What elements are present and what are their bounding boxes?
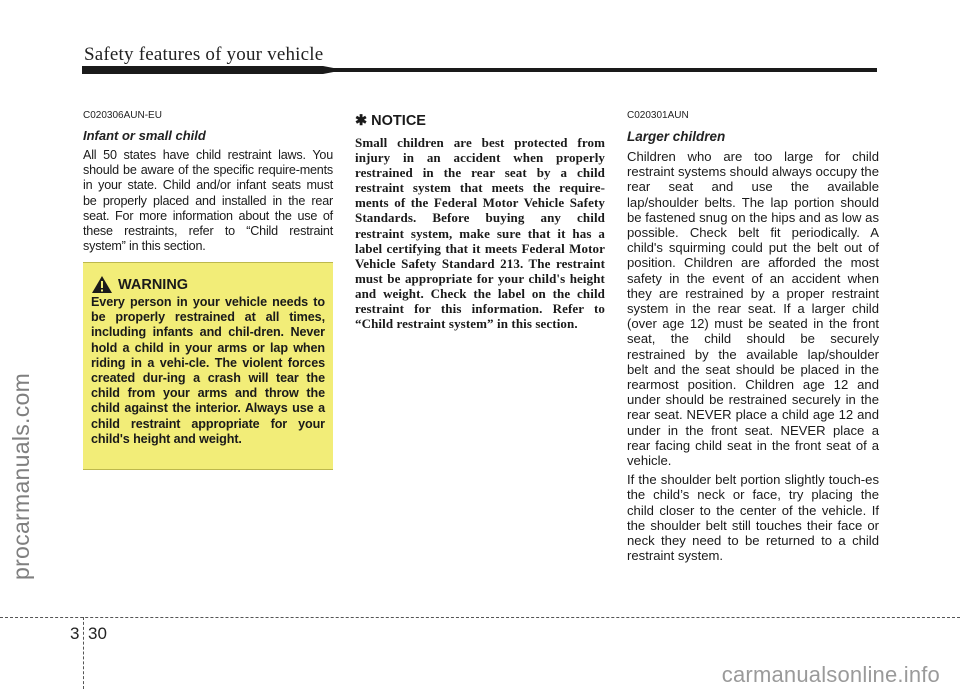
page-number: 30 bbox=[88, 624, 107, 643]
section-body-paragraph-1: Children who are too large for child restraint systems should always occupy the rear seat and use the available lap/shoulder belts. The lap portion should be fastened snug on the hips and as low as possible. Check belt fit periodically. A child's squirming could put the belt out of position. Children are afforded the most safety in the event of an accident when they are restrained by a proper restraint system in the rear seat. If a larger child (over age 12) must be seated in the front seat, the child should be securely restrained by the available lap/shoulder belt and the seat should be placed in the rearmost position. Children age 12 and under should be restrained securely in the rear seat. NEVER place a child age 12 and under in the front seat. NEVER place a rear facing child seat in the front seat of a vehicle. bbox=[627, 149, 879, 469]
section-subheading: Infant or small child bbox=[83, 128, 206, 143]
warning-triangle-icon bbox=[91, 275, 113, 294]
right-column bbox=[627, 110, 879, 563]
middle-column bbox=[355, 110, 605, 331]
warning-box bbox=[83, 262, 333, 470]
notice-title: ✱ NOTICE bbox=[355, 113, 426, 129]
warning-text: Every person in your vehicle needs to be properly restrained at all times, including infants and chil-dren. Never hold a child in your arms or lap when riding in a vehi-cle. The violent forces created dur-ing a crash will tear the child from your arms and throw the child against the interior. Always use a child restraint appropriate for your child's height and weight. bbox=[91, 295, 325, 446]
side-watermark: procarmanuals.com bbox=[8, 372, 34, 580]
section-body: All 50 states have child restraint laws. You should be aware of the specific require-ments in your state. Child and/or infant seats must be properly placed and installed in the rear seat. For more information about the use of these restraints, refer to “Child restraint system” in this section. bbox=[83, 148, 333, 254]
header-title: Safety features of your vehicle bbox=[84, 44, 324, 65]
section-code: C020301AUN bbox=[627, 110, 689, 121]
section-body-paragraph-2: If the shoulder belt portion slightly touch-es the child’s neck or face, try placing the child closer to the center of the vehicle. If the shoulder belt still touches their face or neck they need to be returned to a child restraint system. bbox=[627, 472, 879, 564]
warning-header bbox=[91, 275, 188, 294]
header-rule-accent bbox=[82, 66, 344, 74]
notice-text: Small children are best protected from injury in an accident when properly restrained in the rear seat by a child restraint system that meets the require-ments of the Federal Motor Vehicle Safety Standards. Before buying any child restraint system, make sure that it has a label certifying that it meets Federal Motor Vehicle Safety Standard 213. The restraint must be appropriate for your child's height and weight. Check the label on the child restraint for this information. Refer to “Child restraint system” in this section. bbox=[355, 135, 605, 332]
footer-vertical-divider bbox=[83, 617, 84, 689]
section-code: C020306AUN-EU bbox=[83, 110, 162, 121]
chapter-number: 3 bbox=[70, 624, 80, 643]
footer-divider bbox=[0, 617, 960, 618]
left-column bbox=[83, 110, 333, 254]
warning-title: WARNING bbox=[118, 276, 189, 293]
footer-url: carmanualsonline.info bbox=[721, 662, 940, 687]
section-subheading: Larger children bbox=[627, 129, 726, 144]
